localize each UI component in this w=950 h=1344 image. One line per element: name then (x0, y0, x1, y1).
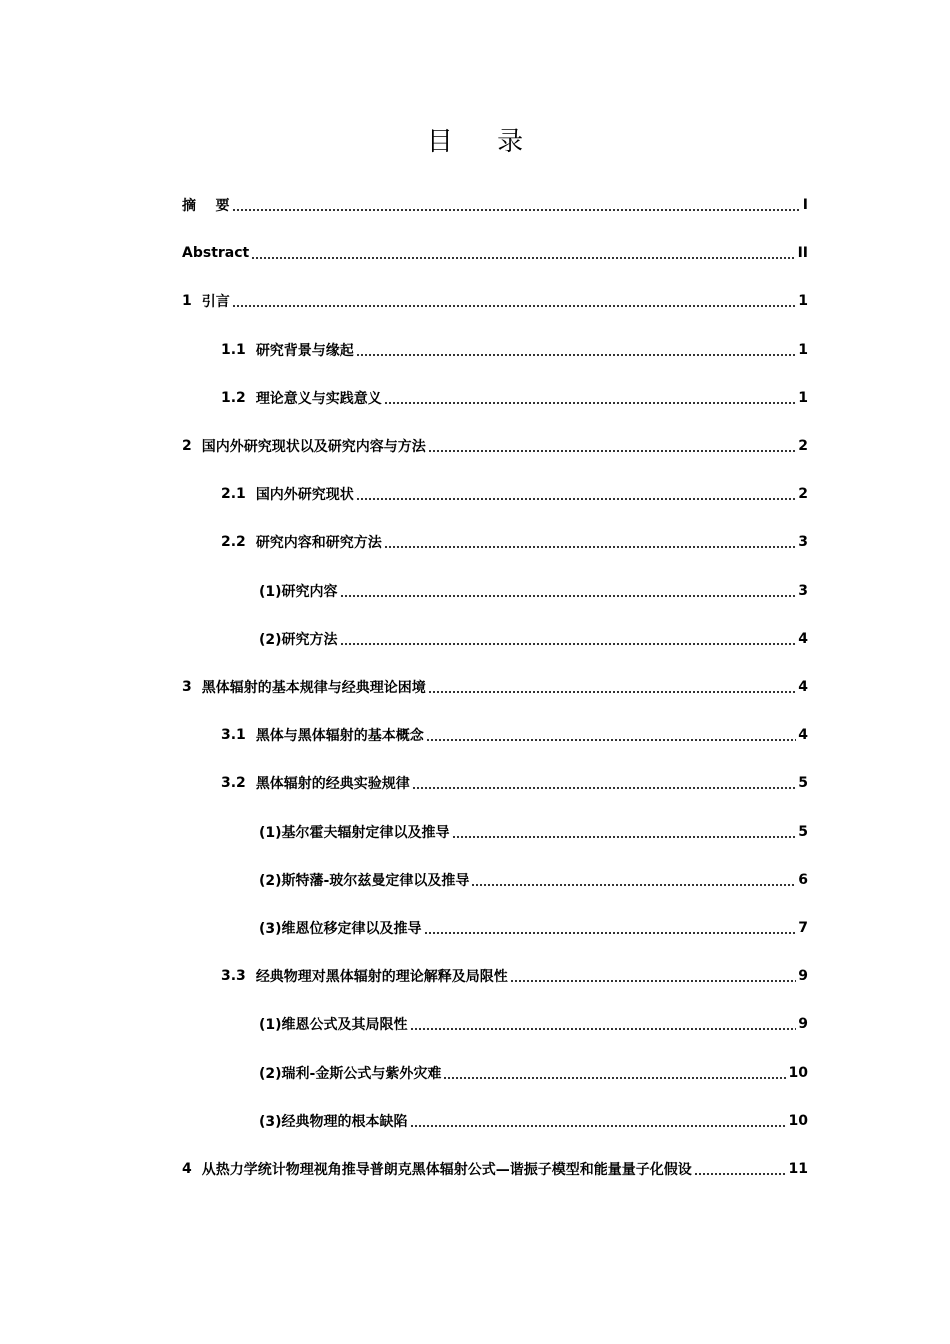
toc-entry-number: 1 (182, 293, 192, 310)
toc-entry-page: 10 (788, 1064, 808, 1081)
toc-entry-page: 7 (798, 920, 808, 936)
toc-entry-title: 黑体辐射的基本规律与经典理论困境 (201, 680, 426, 696)
toc-entry[interactable] (259, 817, 808, 847)
toc-entry[interactable] (182, 672, 808, 702)
toc-entry-title: (2)斯特藩-玻尔兹曼定律以及推导 (259, 872, 470, 889)
toc-dot-leader (384, 546, 796, 548)
toc-entry[interactable] (182, 286, 808, 316)
toc-dot-leader (356, 354, 796, 356)
toc-entry-title: 黑体与黑体辐射的基本概念 (255, 728, 424, 745)
toc-entry-page: 9 (798, 968, 808, 985)
toc-entry-page: 1 (798, 389, 808, 406)
toc-entry[interactable] (259, 1106, 808, 1136)
toc-entry[interactable] (259, 1058, 808, 1088)
toc-entry-title: 摘 要 (182, 198, 230, 214)
toc-entry-page: 3 (798, 582, 808, 599)
toc-entry-page: 2 (798, 486, 808, 503)
toc-dot-leader (251, 257, 795, 259)
toc-entry[interactable] (182, 1154, 808, 1184)
toc-entry-number: 4 (182, 1161, 192, 1177)
toc-entry[interactable] (221, 527, 808, 557)
toc-dot-leader (694, 1173, 787, 1175)
toc-entry-number: 3 (182, 679, 192, 695)
toc-entry-number: 1.1 (221, 341, 246, 358)
toc-dot-leader (426, 739, 796, 741)
toc-entry-page: 5 (798, 823, 808, 840)
toc-entry-number: 3.2 (221, 775, 246, 792)
toc-dot-leader (340, 643, 797, 645)
toc-entry-title: (1)基尔霍夫辐射定律以及推导 (259, 824, 450, 841)
toc-entry-page: 11 (788, 1161, 808, 1177)
toc-entry-title: 研究内容和研究方法 (255, 535, 382, 552)
toc-entry-title: (2)瑞利-金斯公式与紫外灾难 (259, 1065, 442, 1082)
toc-entry-title: (2)研究方法 (259, 631, 338, 648)
toc-dot-leader (412, 787, 796, 789)
toc-entry-page: 1 (798, 341, 808, 358)
toc-entry-number: 3.3 (221, 968, 246, 985)
toc-entry-page: 6 (798, 871, 808, 888)
toc-entry-page: II (797, 245, 808, 262)
toc-dot-leader (510, 980, 796, 982)
toc-entry-title: 理论意义与实践意义 (255, 390, 382, 407)
toc-entry[interactable] (221, 961, 808, 991)
toc-dot-leader (232, 305, 797, 307)
toc-entry-page: 3 (798, 534, 808, 551)
toc-entry[interactable] (221, 768, 808, 798)
toc-entry-number: 2.2 (221, 534, 246, 551)
page-title: 目 录 (426, 127, 542, 157)
toc-dot-leader (356, 498, 796, 500)
toc-dot-leader (428, 450, 797, 452)
toc-entry-title: 经典物理对黑体辐射的理论解释及局限性 (255, 969, 508, 986)
toc-entry[interactable] (259, 624, 808, 654)
toc-dot-leader (340, 595, 797, 597)
toc-entry[interactable] (221, 720, 808, 750)
toc-entry-number: 3.1 (221, 727, 246, 744)
toc-entry-number: 2 (182, 438, 192, 454)
toc-entry[interactable] (182, 190, 808, 220)
toc-dot-leader (424, 932, 797, 934)
toc-entry-title: 国内外研究现状 (255, 487, 354, 504)
toc-entry-title: 黑体辐射的经典实验规律 (255, 776, 410, 793)
toc-entry-number: 2.1 (221, 486, 246, 503)
toc-entry-page: I (802, 197, 808, 213)
toc-entry[interactable] (221, 479, 808, 509)
toc-entry[interactable] (182, 431, 808, 461)
toc-dot-leader (471, 884, 796, 886)
toc-entry-number: 1.2 (221, 389, 246, 406)
toc-entry[interactable] (221, 335, 808, 365)
toc-entry-page: 1 (798, 293, 808, 310)
toc-dot-leader (410, 1028, 797, 1030)
toc-entry[interactable] (221, 383, 808, 413)
toc-entry-title: 从热力学统计物理视角推导普朗克黑体辐射公式—谐振子模型和能量量子化假设 (201, 1162, 692, 1178)
toc-dot-leader (410, 1125, 787, 1127)
toc-entry-page: 4 (798, 727, 808, 744)
toc-entry-page: 5 (798, 775, 808, 792)
toc-entry[interactable] (259, 913, 808, 943)
toc-dot-leader (452, 836, 797, 838)
toc-entry-page: 10 (788, 1112, 808, 1129)
toc-dot-leader (443, 1077, 786, 1079)
toc-entry[interactable] (259, 576, 808, 606)
toc-entry-title: 引言 (201, 294, 230, 311)
toc-entry[interactable] (182, 238, 808, 268)
toc-entry[interactable] (259, 865, 808, 895)
toc-entry-title: Abstract (182, 245, 250, 262)
toc-dot-leader (384, 402, 796, 404)
toc-dot-leader (232, 209, 801, 211)
toc-entry-page: 9 (798, 1016, 808, 1033)
toc-entry-title: (1)研究内容 (259, 583, 338, 600)
toc-dot-leader (428, 691, 797, 693)
toc-entry-title: 研究背景与缘起 (255, 342, 354, 359)
toc-entry-title: (1)维恩公式及其局限性 (259, 1017, 408, 1034)
toc-entry-page: 2 (798, 438, 808, 454)
toc-entry-title: (3)经典物理的根本缺陷 (259, 1113, 408, 1130)
toc-entry[interactable] (259, 1009, 808, 1039)
toc-entry-page: 4 (798, 630, 808, 647)
toc-entry-title: (3)维恩位移定律以及推导 (259, 921, 422, 937)
toc-entry-page: 4 (798, 679, 808, 695)
toc-entry-title: 国内外研究现状以及研究内容与方法 (201, 439, 426, 455)
